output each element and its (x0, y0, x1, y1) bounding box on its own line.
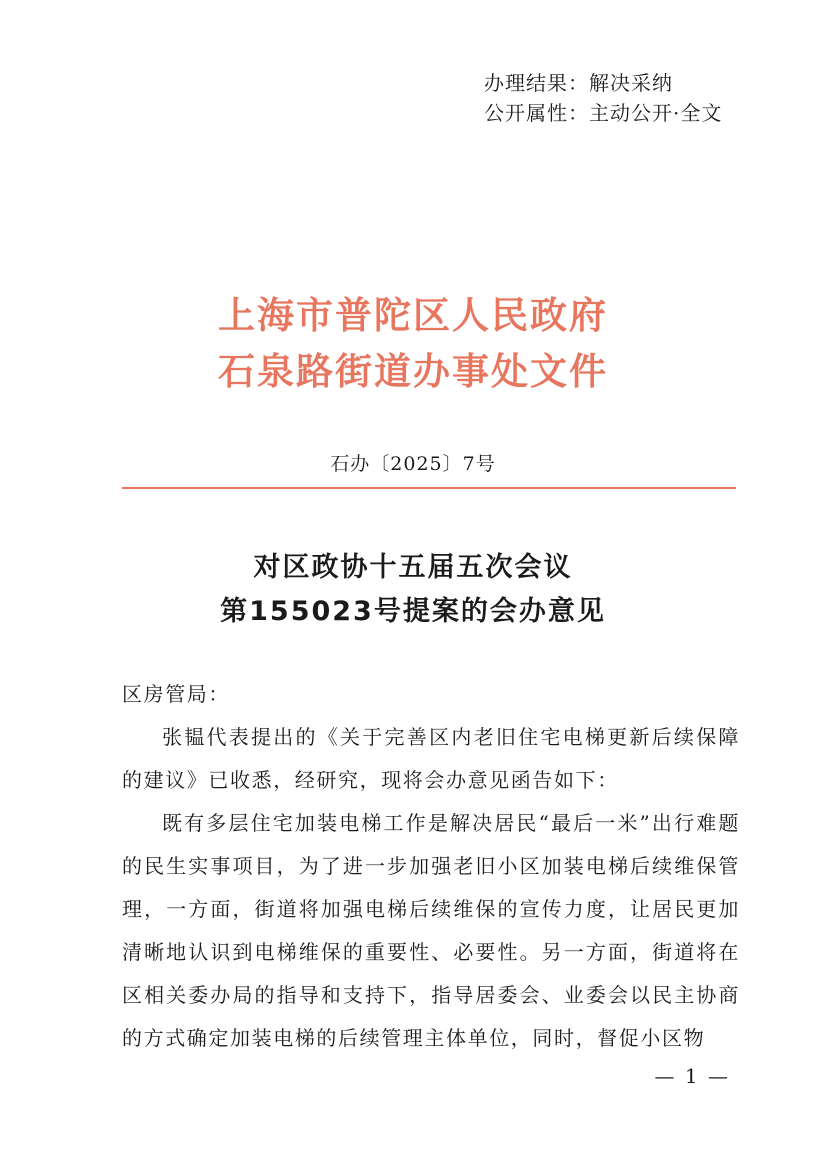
body-paragraph-1: 张韫代表提出的《关于完善区内老旧住宅电梯更新后续保障的建议》已收悉，经研究，现将会办意见函告如下： (122, 725, 740, 792)
issuer-line-2: 石泉路街道办事处文件 (218, 350, 608, 393)
title-line-1: 对区政协十五届五次会议 (253, 552, 573, 583)
document-body (122, 673, 740, 1060)
red-divider-line (122, 487, 736, 489)
handling-result: 办理结果：解决采纳 (484, 71, 673, 95)
disclosure-attribute: 公开属性：主动公开·全文 (484, 101, 723, 125)
title-line-2: 第155023号提案的会办意见 (220, 596, 606, 627)
issuer-line-1: 上海市普陀区人民政府 (218, 294, 608, 337)
document-title (0, 546, 826, 634)
page-number: — 1 — (654, 1064, 730, 1088)
body-paragraph-2: 既有多层住宅加装电梯工作是解决居民“最后一米”出行难题的民生实事项目，为了进一步加强老旧小区加装电梯后续维保管理，一方面，街道将加强电梯后续维保的宣传力度，让居民更加清晰地认识到电梯维保的重要性、必要性。另一方面，街道将在区相关委办局的指导和支持下，指导居委会、业委会以民主协商的方式确定加装电梯的后续管理主体单位，同时，督促小区物 (122, 811, 740, 1050)
document-metadata (484, 68, 722, 128)
addressee: 区房管局： (122, 682, 230, 706)
issuing-authority-header (0, 288, 826, 400)
document-number: 石办〔2025〕7号 (330, 453, 496, 475)
